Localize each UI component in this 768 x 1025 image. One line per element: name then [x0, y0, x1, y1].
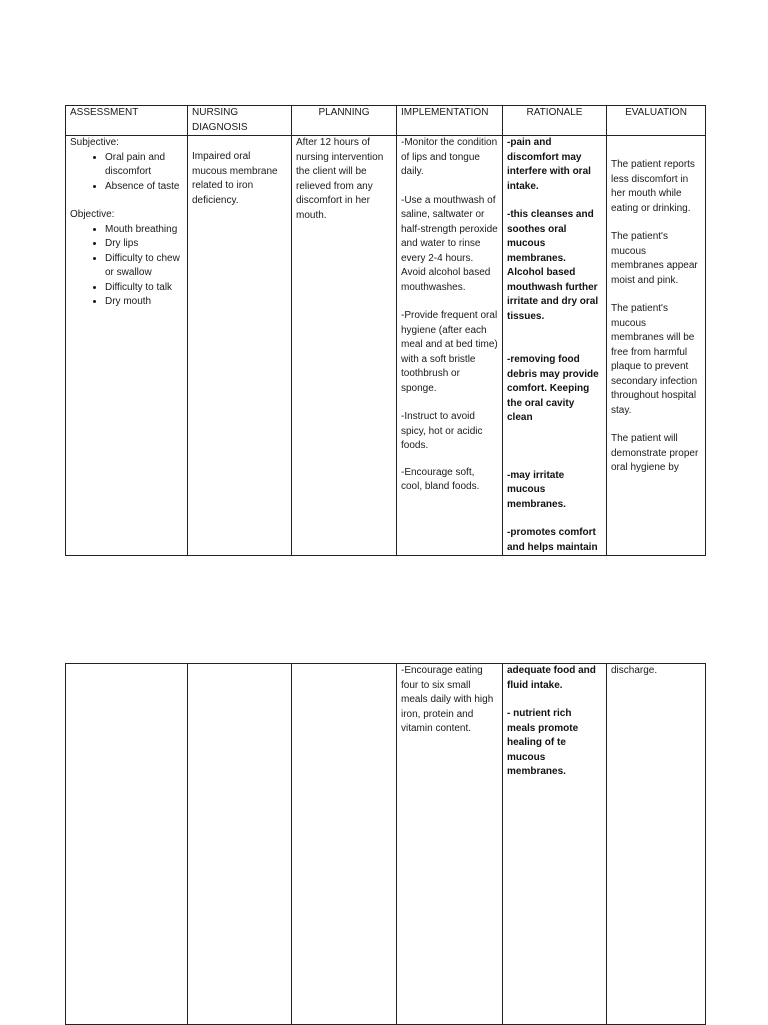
header-planning: PLANNING — [292, 106, 397, 136]
implementation-item: -Use a mouthwash of saline, saltwater or half-strength peroxide and water to rinse every 2-4 hours. Avoid alcohol based mouthwashes. — [401, 194, 498, 293]
objective-list — [70, 223, 183, 310]
rationale-item: - nutrient rich meals promote healing of te mucous membranes. — [507, 708, 579, 777]
list-item: • Mouth breathing — [105, 223, 183, 238]
diagnosis-cell — [188, 664, 292, 1025]
header-assessment: ASSESSMENT — [66, 106, 188, 136]
implementation-item: -Provide frequent oral hygiene (after each meal and at bed time) with a soft bristle toothbrush or sponge. — [401, 310, 498, 394]
evaluation-item: The patient's mucous membranes appear moist and pink. — [611, 231, 698, 286]
diagnosis-cell — [188, 136, 292, 556]
implementation-item: -Monitor the condition of lips and tongue daily. — [401, 137, 498, 177]
evaluation-cell — [607, 136, 706, 556]
evaluation-cell — [607, 664, 706, 1025]
implementation-item: -Encourage soft, cool, bland foods. — [401, 466, 480, 492]
diagnosis-text: Impaired oral mucous membrane related to iron deficiency. — [192, 151, 278, 206]
list-item: • Difficulty to talk — [105, 281, 183, 296]
evaluation-item: The patient's mucous membranes will be free from harmful plaque to prevent secondary infection throughout hospital stay. — [611, 303, 698, 416]
rationale-cell — [503, 664, 607, 1025]
planning-cell — [292, 664, 397, 1025]
assessment-cell — [66, 664, 188, 1025]
list-item: • Dry mouth — [105, 295, 183, 310]
rationale-item: -this cleanses and soothes oral mucous membranes. Alcohol based mouthwash further irritate and dry oral tissues. — [507, 209, 599, 322]
planning-cell — [292, 136, 397, 556]
rationale-item: adequate food and fluid intake. — [507, 665, 596, 691]
implementation-item: -Encourage eating four to six small meals daily with high iron, protein and vitamin content. — [401, 665, 494, 734]
header-rationale: RATIONALE — [503, 106, 607, 136]
objective-label: Objective: — [70, 209, 115, 220]
implementation-cell — [397, 136, 503, 556]
evaluation-item: discharge. — [611, 665, 658, 676]
assessment-cell — [66, 136, 188, 556]
rationale-item: -may irritate mucous membranes. — [507, 469, 566, 510]
implementation-cell — [397, 664, 503, 1025]
rationale-cell — [503, 136, 607, 556]
rationale-item: -promotes comfort and helps maintain — [507, 527, 598, 553]
list-item: • Absence of taste — [105, 180, 183, 195]
evaluation-item: The patient reports less discomfort in her mouth while eating or drinking. — [611, 159, 695, 214]
planning-text: After 12 hours of nursing intervention the client will be relieved from any discomfort in her mouth. — [296, 137, 384, 221]
subjective-label: Subjective: — [70, 137, 119, 148]
rationale-item: -pain and discomfort may interfere with oral intake. — [507, 137, 591, 192]
care-plan-table — [65, 105, 706, 556]
body-row — [66, 664, 706, 1025]
header-nursing-diagnosis: NURSING DIAGNOSIS — [188, 106, 292, 136]
header-row — [66, 106, 706, 136]
list-item: • Dry lips — [105, 237, 183, 252]
care-plan-table-continued — [65, 663, 706, 1025]
body-row — [66, 136, 706, 556]
rationale-item: -removing food debris may provide comfort. Keeping the oral cavity clean — [507, 354, 599, 423]
header-implementation: IMPLEMENTATION — [397, 106, 503, 136]
header-evaluation: EVALUATION — [607, 106, 706, 136]
implementation-item: -Instruct to avoid spicy, hot or acidic foods. — [401, 411, 483, 451]
subjective-list — [70, 151, 183, 195]
list-item: • Difficulty to chew or swallow — [105, 252, 183, 281]
evaluation-item: The patient will demonstrate proper oral hygiene by — [611, 433, 699, 473]
list-item: • Oral pain and discomfort — [105, 151, 183, 180]
